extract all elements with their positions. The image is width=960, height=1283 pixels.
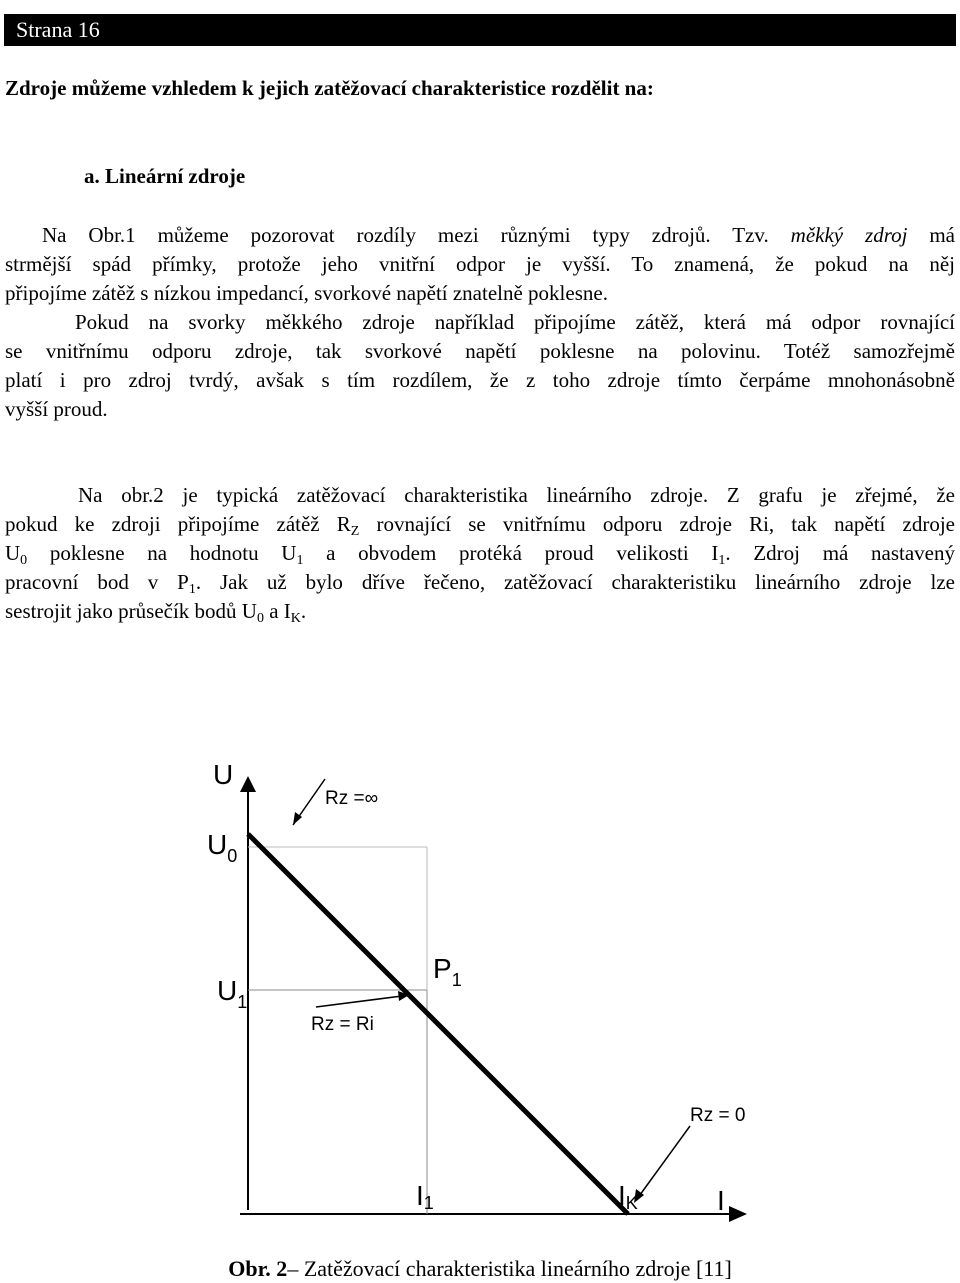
text: I [416, 1180, 424, 1211]
figure-caption [0, 1255, 960, 1283]
para1-text-end: má [929, 223, 955, 247]
page-number-label: Strana 16 [16, 17, 100, 42]
text: a obvodem protéká proud velikosti I [303, 541, 719, 565]
para3-line3 [5, 539, 955, 568]
para3-line5 [5, 597, 955, 626]
rz-ri-arrow [316, 996, 402, 1007]
text: poklesne na hodnotu U [27, 541, 297, 565]
subscript: 1 [718, 553, 726, 568]
load-characteristic-figure [195, 752, 775, 1222]
text: . [300, 599, 307, 623]
subscript: Z [350, 524, 360, 539]
subscript: 1 [188, 582, 196, 597]
load-characteristic-svg [195, 752, 775, 1222]
para1-text: Na Obr.1 můžeme pozorovat rozdíly mezi různými typy zdrojů. Tzv. [42, 223, 769, 247]
caption-text: – Zatěžovací charakteristika lineárního zdroje [11] [287, 1256, 732, 1281]
section-title: Zdroje můžeme vzhledem k jejich zatěžovací charakteristice rozdělit na: [5, 76, 654, 100]
para1-line3: připojíme zátěž s nízkou impedancí, svorkové napětí znatelně poklesne. [5, 281, 608, 305]
subscript: 1 [237, 992, 248, 1012]
subheading-linear-sources: a. Lineární zdroje [84, 164, 246, 188]
p1-label [433, 953, 462, 990]
load-characteristic-line [248, 834, 628, 1214]
para2-line3: platí i pro zdroj tvrdý, avšak s tím rozdílem, že z toho zdroje tímto čerpáme mnohonásobně [5, 368, 955, 392]
x-axis-label: I [717, 1185, 725, 1216]
caption-prefix: Obr. 2 [228, 1256, 288, 1281]
rz-infinity-label: Rz =∞ [325, 788, 379, 809]
rz-ri-label: Rz = Ri [311, 1014, 374, 1035]
para1-line2: strmější spád přímky, protože jeho vnitřní odpor je vyšší. To znamená, že pokud na něj [5, 252, 955, 276]
para1-line1 [42, 221, 955, 250]
para3-line1: Na obr.2 je typická zatěžovací charakteristika lineárního zdroje. Z grafu je zřejmé, že [78, 483, 955, 507]
para2-line4: vyšší proud. [5, 397, 108, 421]
subscript: K [625, 1193, 638, 1213]
text: . Zdroj má nastavený [725, 541, 956, 565]
rz-zero-label: Rz = 0 [690, 1105, 746, 1126]
subscript: 1 [296, 553, 304, 568]
y-axis-label: U [213, 759, 234, 790]
text: pokud ke zdroji připojíme zátěž R [5, 512, 351, 536]
para2-line2: se vnitřnímu odporu zdroje, tak svorkové napětí poklesne na polovinu. Totéž samozřejmě [5, 339, 955, 363]
text: P [433, 953, 452, 984]
text: a I [263, 599, 291, 623]
subscript: 0 [227, 846, 238, 866]
para1-italic-term: měkký zdroj [790, 223, 908, 247]
subscript: 1 [451, 970, 462, 990]
page-header-bar [4, 14, 956, 46]
text: I [618, 1180, 626, 1211]
text: rovnající se vnitřnímu odporu zdroje Ri, tak napětí zdroje [359, 512, 955, 536]
x-axis-arrowhead [729, 1206, 747, 1222]
ik-label [618, 1180, 638, 1212]
text: U [5, 541, 21, 565]
u1-label [217, 975, 247, 1012]
text: U [217, 975, 238, 1006]
text: pracovní bod v P [5, 570, 189, 594]
para3-line4 [5, 568, 955, 597]
para2-line1: Pokud na svorky měkkého zdroje například připojíme zátěž, která má odpor rovnající [75, 310, 955, 334]
subscript: 1 [423, 1193, 434, 1213]
rz-zero-arrow [637, 1126, 690, 1199]
text: U [207, 829, 228, 860]
y-axis-arrowhead [240, 776, 256, 792]
text: sestrojit jako průsečík bodů U [5, 599, 257, 623]
para3-line2 [5, 510, 955, 539]
subscript: 0 [20, 553, 28, 568]
subscript: K [290, 611, 301, 626]
text: . Jak už bylo dříve řečeno, zatěžovací charakteristiku lineárního zdroje lze [195, 570, 955, 594]
u0-label [207, 829, 237, 866]
subscript: 0 [256, 611, 264, 626]
i1-label [416, 1180, 434, 1212]
